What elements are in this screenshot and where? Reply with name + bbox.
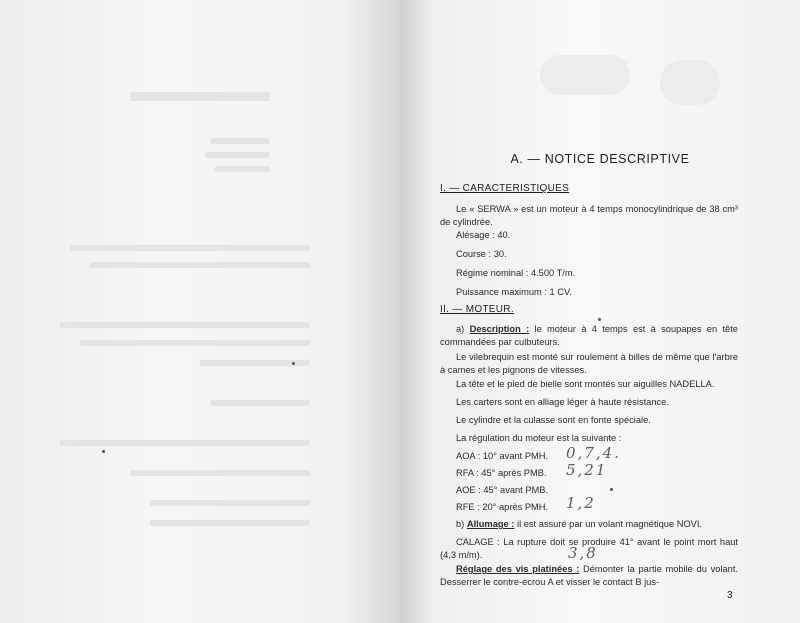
bleed-through-mark xyxy=(80,340,310,346)
section-2-heading xyxy=(440,304,514,315)
bleed-through-mark xyxy=(210,138,270,144)
bleed-through-mark xyxy=(540,55,630,95)
description-label: Description : xyxy=(469,324,530,334)
connecting-rod-line: La tête et le pied de bielle sont montés sur aiguilles NADELLA. xyxy=(456,379,715,389)
page-speck xyxy=(292,362,295,365)
page-number: 3 xyxy=(727,590,733,601)
timing-rfa: RFA : 45° après PMB. xyxy=(456,468,547,478)
bleed-through-mark xyxy=(70,245,310,251)
handwritten-note-rfe: 1,2 xyxy=(566,494,596,512)
page-speck xyxy=(598,318,601,321)
bleed-through-mark xyxy=(150,520,310,526)
calage-paragraph: CALAGE : La rupture doit se produire 41° avant le point mort haut (4,3 m/m). xyxy=(440,537,738,560)
adjustment-label: Réglage des vis platinées : xyxy=(456,564,580,574)
cylinder-line: Le cylindre et la culasse sont en fonte spéciale. xyxy=(456,415,651,425)
bleed-through-mark xyxy=(150,500,310,506)
section-1-intro: Le « SERWA » est un moteur à 4 temps monocylindrique de 38 cm³ de cylindrée. xyxy=(440,204,738,227)
handwritten-note-calage: 3,8 xyxy=(568,544,598,562)
bleed-through-mark xyxy=(60,440,310,446)
handwritten-note-aoa: 0,7,4. xyxy=(566,444,621,462)
handwritten-note-rfa: 5,21 xyxy=(566,461,608,479)
adjustment-text: Démonter la partie mobile du volant. Desserrer le contre-écrou A et visser le contact B jus- xyxy=(440,564,738,587)
section-1-heading xyxy=(440,183,569,194)
spec-rpm: Régime nominal : 4.500 T/m. xyxy=(456,268,576,278)
timing-aoe: AOE : 45° avant PMB. xyxy=(456,485,549,495)
bleed-through-mark xyxy=(215,166,270,172)
ignition-label: Allumage : xyxy=(466,519,515,529)
section-1-heading-text: I. — CARACTERISTIQUES xyxy=(440,183,570,194)
regulation-line: La régulation du moteur est la suivante : xyxy=(456,433,622,443)
crankshaft-paragraph: Le vilebrequin est monté sur roulement à billes de même que l'arbre à cames et les pignons de vitesses. xyxy=(440,352,738,375)
timing-aoa: AOA : 10° avant PMH. xyxy=(456,451,549,461)
bleed-through-mark xyxy=(60,322,310,328)
spec-bore: Alésage : 40. xyxy=(456,230,511,240)
page-title: A. — NOTICE DESCRIPTIVE xyxy=(510,152,690,166)
description-text: le moteur à 4 temps est à soupapes en tête commandées par culbuteurs. xyxy=(440,324,738,347)
page-speck xyxy=(610,488,613,491)
section-2-heading-text: II. — MOTEUR. xyxy=(440,304,514,315)
ignition-paragraph xyxy=(440,518,738,531)
bleed-through-mark xyxy=(90,262,310,268)
spec-stroke: Course : 30. xyxy=(456,249,507,259)
timing-rfe: RFE : 20° après PMH. xyxy=(456,502,549,512)
bleed-through-mark xyxy=(130,470,310,476)
ignition-prefix: b) xyxy=(456,519,465,529)
bleed-through-mark xyxy=(210,400,310,406)
spec-power: Puissance maximum : 1 CV. xyxy=(456,287,572,297)
description-prefix: a) xyxy=(456,324,465,334)
description-paragraph xyxy=(440,323,738,348)
bleed-through-mark xyxy=(660,60,720,105)
bleed-through-mark xyxy=(130,92,270,101)
ignition-text: il est assuré par un volant magnétique NOVI. xyxy=(517,519,703,529)
page-speck xyxy=(102,450,105,453)
crankcase-line: Les carters sont en alliage léger à haute résistance. xyxy=(456,397,669,407)
bleed-through-mark xyxy=(205,152,270,158)
adjustment-paragraph xyxy=(440,563,738,588)
